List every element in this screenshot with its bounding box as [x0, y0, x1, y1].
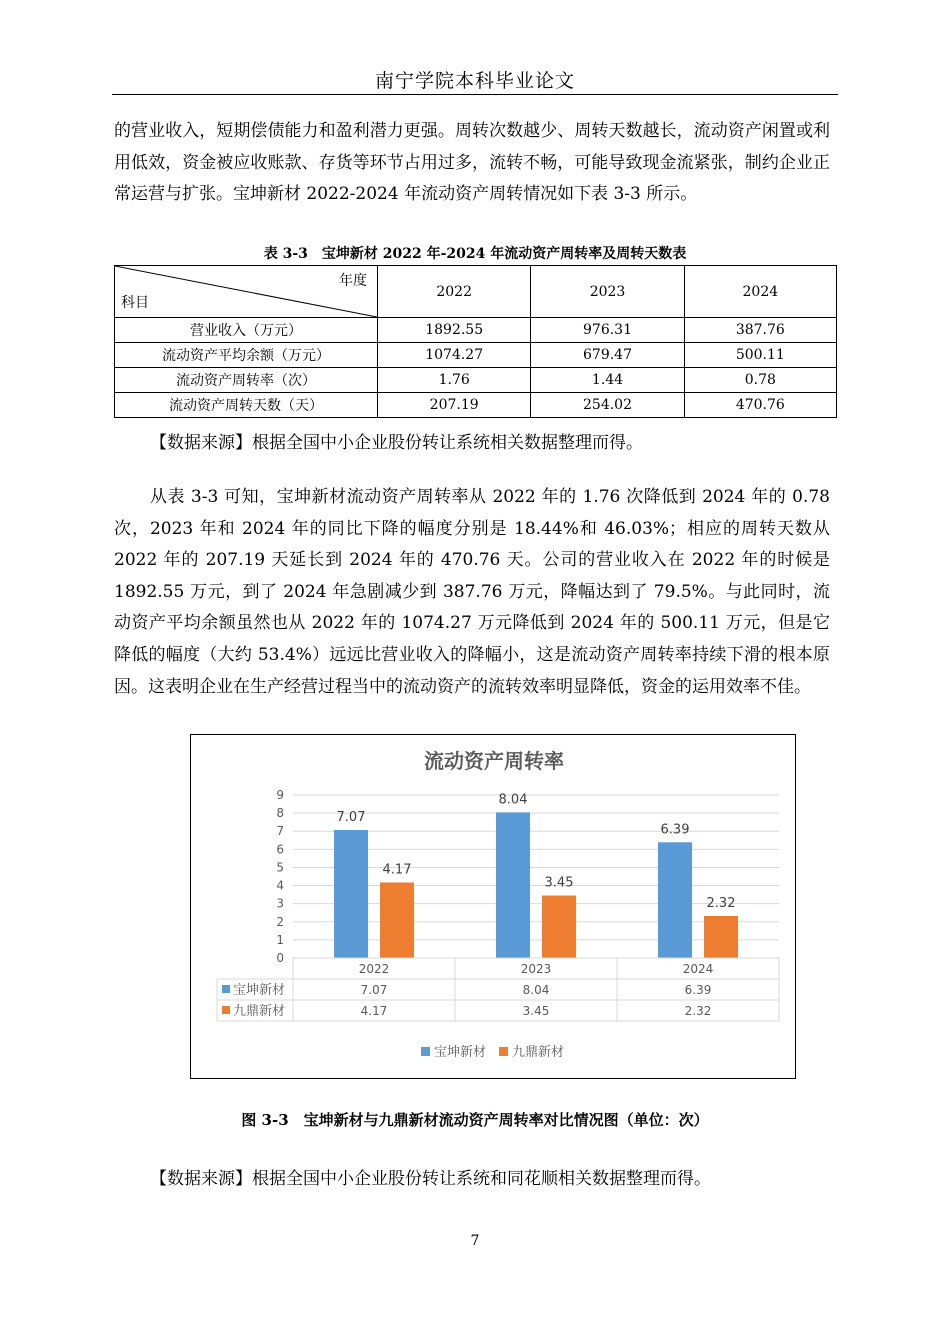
table-value: 6.39: [684, 983, 712, 997]
table-row: [115, 343, 837, 368]
table-cell: 0.78: [684, 368, 836, 393]
table-cell: 1892.55: [378, 318, 531, 343]
table-value: 8.04: [522, 983, 550, 997]
bar-宝坤新材: [658, 842, 692, 958]
table-cell: 207.19: [378, 393, 531, 418]
year-header: 2023: [531, 266, 684, 318]
table-value: 7.07: [360, 983, 388, 997]
y-tick-label: 3: [276, 896, 284, 911]
data-label: 6.39: [660, 822, 690, 838]
y-tick-label: 5: [276, 860, 284, 875]
header-rule: [112, 94, 838, 95]
bar-九鼎新材: [380, 882, 414, 958]
table-source-note: 【数据来源】根据全国中小企业股份转让系统相关数据整理而得。: [150, 433, 643, 453]
table-cell: 1074.27: [378, 343, 531, 368]
data-label: 4.17: [382, 862, 412, 878]
table-cell: 976.31: [531, 318, 684, 343]
year-header: 2022: [378, 266, 531, 318]
corner-subject-label: 科目: [121, 295, 149, 311]
table-header-row: [115, 266, 837, 318]
figure-source-note: 【数据来源】根据全国中小企业股份转让系统和同花顺相关数据整理而得。: [150, 1169, 711, 1189]
table-row: [115, 393, 837, 418]
year-header: 2024: [684, 266, 836, 318]
figure-caption: 图 3-3 宝坤新材与九鼎新材流动资产周转率对比情况图（单位：次）: [241, 1111, 709, 1129]
legend-key: [421, 1047, 430, 1056]
table-series-name: 九鼎新材: [233, 1004, 286, 1019]
y-tick-label: 1: [276, 932, 284, 947]
table-row: [115, 318, 837, 343]
y-tick-label: 2: [276, 914, 284, 929]
y-tick-label: 6: [276, 842, 284, 857]
bar-九鼎新材: [704, 916, 738, 958]
data-label: 8.04: [498, 792, 528, 808]
legend-label: 宝坤新材: [434, 1045, 487, 1060]
y-tick-label: 4: [276, 878, 284, 893]
table-cell: 387.76: [684, 318, 836, 343]
data-label: 3.45: [544, 875, 574, 891]
table-value: 4.17: [360, 1004, 388, 1018]
running-header: 南宁学院本科毕业论文: [374, 70, 575, 92]
table-cell: 500.11: [684, 343, 836, 368]
x-tick-label: 2023: [520, 962, 552, 976]
y-tick-label: 0: [276, 951, 284, 965]
table-cell: 679.47: [531, 343, 684, 368]
turnover-table: [114, 265, 837, 418]
row-label: 流动资产周转率（次）: [115, 368, 378, 393]
table-value: 3.45: [522, 1004, 550, 1018]
diagonal-line: [115, 266, 377, 317]
y-tick-label: 7: [276, 824, 284, 839]
table-legend-key: [222, 985, 230, 993]
bar-宝坤新材: [334, 830, 368, 958]
turnover-chart: [190, 734, 796, 1079]
legend-label: 九鼎新材: [512, 1045, 565, 1060]
table-cell: 1.76: [378, 368, 531, 393]
paragraph-intro: 的营业收入，短期偿债能力和盈利潜力更强。周转次数越少、周转天数越长，流动资产闲置或利用低效，资金被应收账款、存货等环节占用过多，流转不畅，可能导致现金流紧张，制约企业正常运营与扩张。宝坤新材 2022-2024 年流动资产周转情况如下表 3-3 所示。: [114, 121, 830, 205]
chart-title: 流动资产周转率: [424, 749, 564, 773]
table-row: [115, 368, 837, 393]
y-tick-label: 8: [276, 806, 284, 821]
table-corner-cell: [115, 266, 378, 318]
data-label: 2.32: [706, 895, 736, 911]
table-legend-key: [222, 1006, 230, 1014]
y-tick-label: 9: [276, 788, 284, 802]
row-label: 流动资产周转天数（天）: [115, 393, 378, 418]
row-label: 营业收入（万元）: [115, 318, 378, 343]
bar-九鼎新材: [542, 896, 576, 958]
table-caption: 表 3-3 宝坤新材 2022 年-2024 年流动资产周转率及周转天数表: [263, 246, 687, 262]
corner-year-label: 年度: [339, 273, 367, 289]
paragraph-analysis: 从表 3-3 可知，宝坤新材流动资产周转率从 2022 年的 1.76 次降低到 2024 年的 0.78 次，2023 年和 2024 年的同比下降的幅度分别是 18.44%和 46.03%；相应的周转天数从 2022 年的 207.19 天延长到 2024 年的 470.76 天。公司的营业收入在 2022 年的时候是 1892.55 万元，到了 2024 年急剧减少到 387.76 万元，降幅达到了 79.5%。与此同时，流动资产平均余额虽然也从 2022 年的 1074.27 万元降低到 2024 年的 500.11 万元，但是它降低的幅度（大约 53.4%）远远比营业收入的降幅小，这是流动资产周转率持续下滑的根本原因。这表明企业在生产经营过程当中的流动资产的流转效率明显降低，资金的运用效率不佳。: [114, 487, 830, 697]
chart-canvas: [191, 735, 797, 1080]
data-label: 7.07: [336, 809, 366, 825]
table-series-name: 宝坤新材: [233, 983, 286, 998]
page-number: 7: [470, 1233, 480, 1249]
x-tick-label: 2024: [682, 962, 714, 976]
table-cell: 1.44: [531, 368, 684, 393]
x-tick-label: 2022: [358, 962, 390, 976]
table-cell: 470.76: [684, 393, 836, 418]
table-value: 2.32: [684, 1004, 712, 1018]
legend-key: [499, 1047, 508, 1056]
table-cell: 254.02: [531, 393, 684, 418]
bar-宝坤新材: [496, 812, 530, 958]
row-label: 流动资产平均余额（万元）: [115, 343, 378, 368]
